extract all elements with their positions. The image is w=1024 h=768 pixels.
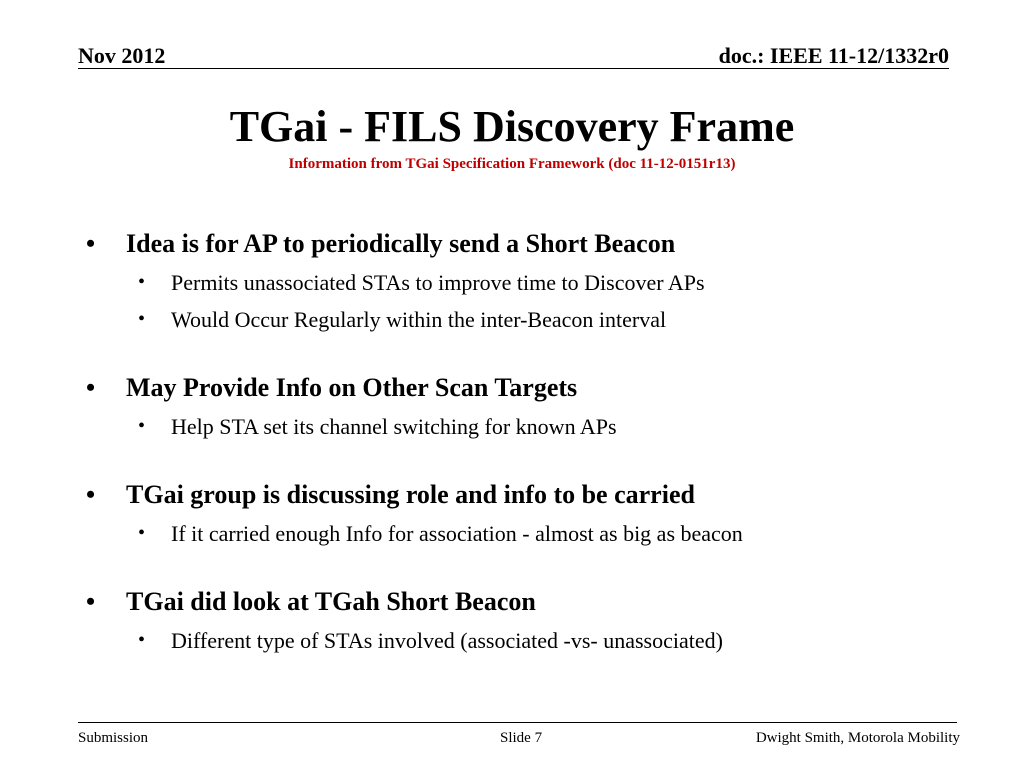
- bullet-item: [86, 582, 966, 622]
- bullet-text: TGai group is discussing role and info to be carried: [126, 480, 695, 509]
- sub-bullet-marker: •: [138, 271, 146, 293]
- footer-author: Dwight Smith, Motorola Mobility: [755, 730, 960, 746]
- sub-bullet-item: [86, 408, 966, 445]
- sub-bullet-marker: •: [138, 522, 146, 544]
- sub-bullet-marker: •: [138, 308, 146, 330]
- slide-title: TGai - FILS Discovery Frame: [229, 102, 795, 151]
- bullet-item: [86, 224, 966, 264]
- bullet-marker: •: [86, 587, 96, 616]
- sub-bullet-text: Permits unassociated STAs to improve time to Discover APs: [171, 270, 705, 295]
- bullet-text: May Provide Info on Other Scan Targets: [126, 373, 578, 402]
- sub-bullet-marker: •: [138, 415, 146, 437]
- sub-bullet-text: Help STA set its channel switching for known APs: [171, 414, 617, 439]
- header-divider: [78, 68, 949, 69]
- bullet-group: [86, 582, 966, 659]
- sub-bullet-item: [86, 301, 966, 338]
- sub-bullet-marker: •: [138, 629, 146, 651]
- sub-bullet-item: [86, 515, 966, 552]
- header-date: Nov 2012: [78, 43, 166, 68]
- sub-bullet-text: Different type of STAs involved (associated -vs- unassociated): [171, 628, 723, 653]
- bullet-group: [86, 368, 966, 445]
- bullet-list: [86, 224, 966, 689]
- slide-subtitle: Information from TGai Specification Framework (doc 11-12-0151r13): [288, 156, 736, 172]
- bullet-marker: •: [86, 373, 96, 402]
- sub-bullet-item: [86, 622, 966, 659]
- footer-submission: Submission: [78, 730, 149, 746]
- header-doc-id: doc.: IEEE 11-12/1332r0: [718, 43, 949, 68]
- sub-bullet-text: Would Occur Regularly within the inter-Beacon interval: [171, 307, 667, 332]
- bullet-marker: •: [86, 229, 96, 258]
- bullet-group: [86, 224, 966, 338]
- slide-number: Slide 7: [500, 730, 543, 746]
- bullet-text: Idea is for AP to periodically send a Short Beacon: [126, 229, 676, 258]
- sub-bullet-item: [86, 264, 966, 301]
- bullet-text: TGai did look at TGah Short Beacon: [126, 587, 536, 616]
- bullet-item: [86, 368, 966, 408]
- bullet-marker: •: [86, 480, 96, 509]
- footer-divider: [78, 722, 957, 723]
- bullet-item: [86, 475, 966, 515]
- sub-bullet-text: If it carried enough Info for association - almost as big as beacon: [171, 521, 743, 546]
- bullet-group: [86, 475, 966, 552]
